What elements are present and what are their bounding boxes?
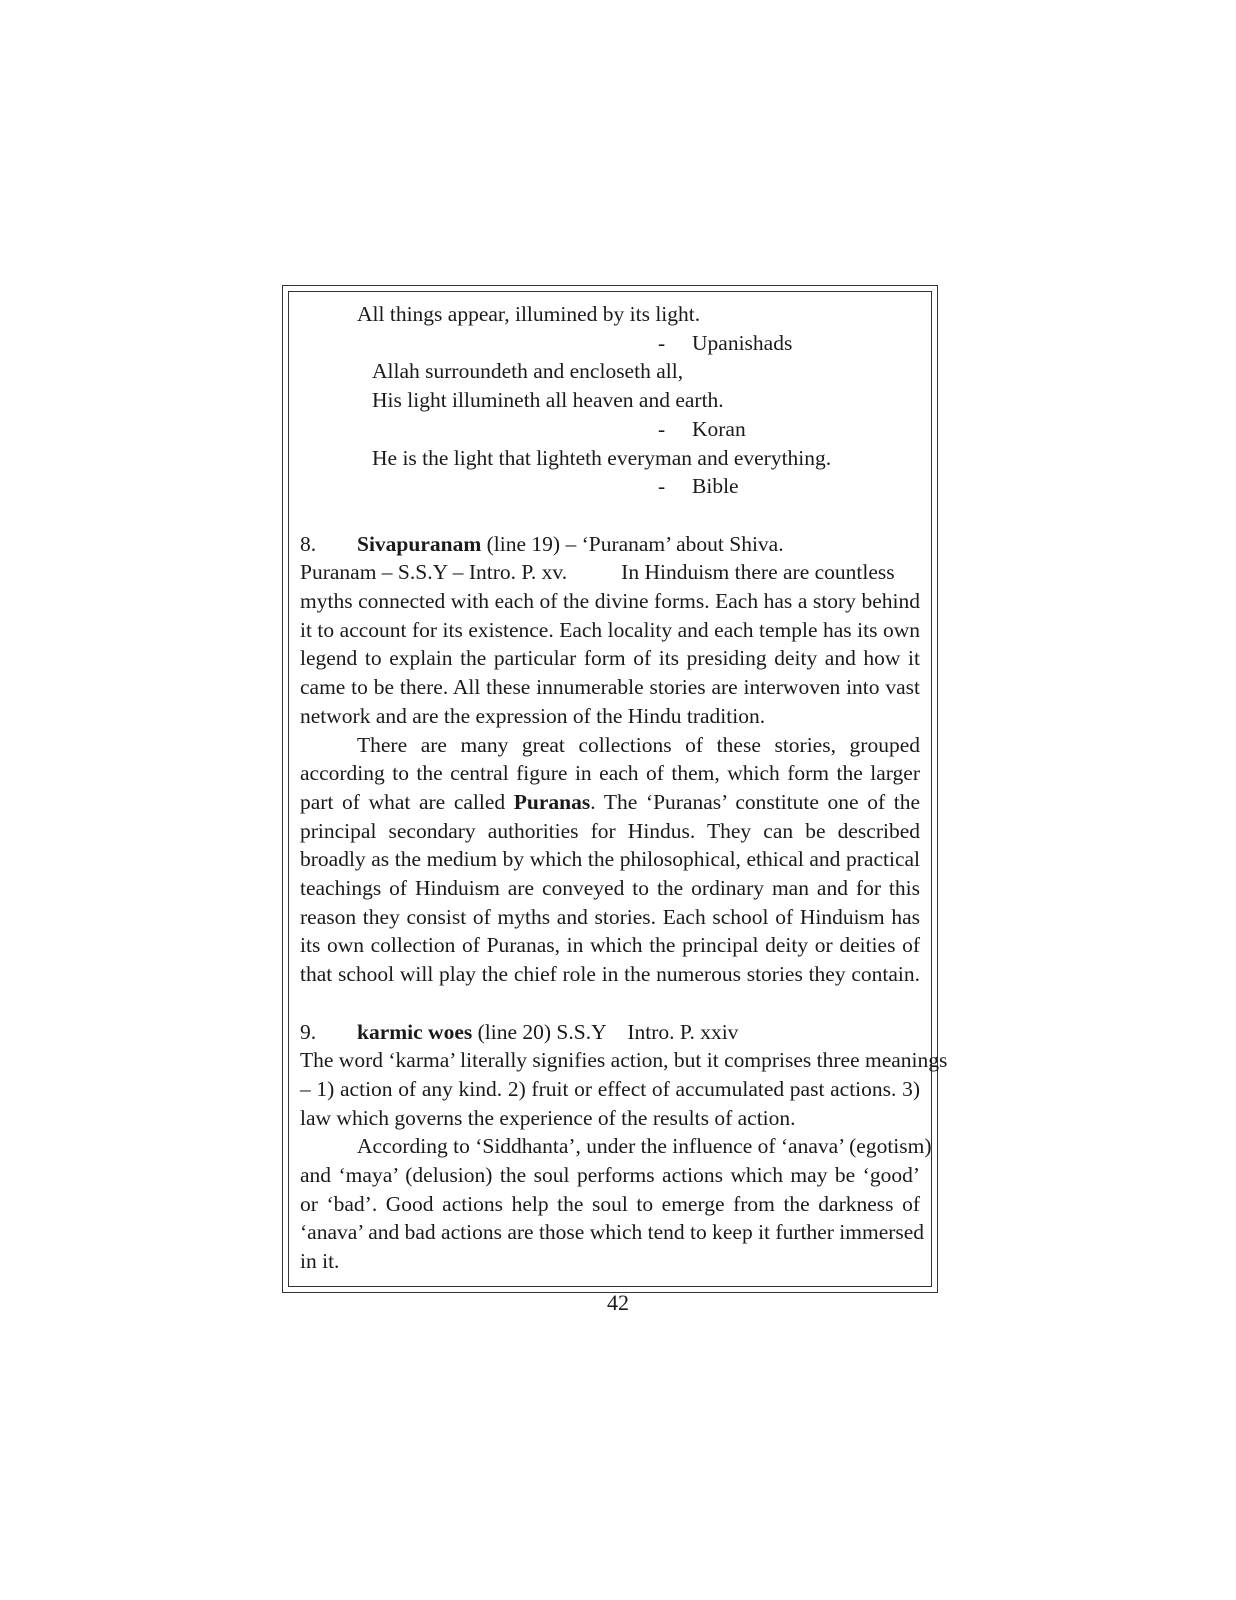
source-name: Bible <box>692 474 739 499</box>
body-line: law which governs the experience of the results of action. <box>300 1105 796 1130</box>
body-line: The word ‘karma’ literally signifies action, but it comprises three meanings <box>300 1048 948 1073</box>
body-text: In Hinduism there are countless <box>621 560 895 585</box>
body-line: that school will play the chief role in the numerous stories they contain. <box>300 962 920 987</box>
body-line: and ‘maya’ (delusion) the soul performs actions which may be ‘good’ <box>300 1163 920 1188</box>
quote-line: All things appear, illumined by its light. <box>357 302 701 326</box>
note-heading <box>300 1018 920 1047</box>
note-term: karmic woes <box>357 1019 473 1044</box>
body-line: principal secondary authorities for Hindus. They can be described <box>300 818 920 843</box>
source-name: Koran <box>692 416 746 441</box>
source-name: Upanishads <box>692 330 793 355</box>
quote-source <box>300 415 920 444</box>
source-dash: - <box>658 416 666 441</box>
body-line: it to account for its existence. Each locality and each temple has its own <box>300 617 920 642</box>
spacer <box>300 501 920 530</box>
body-line: according to the central figure in each of them, which form the larger <box>300 761 920 786</box>
body-line: myths connected with each of the divine forms. Each has a story behind <box>300 589 920 614</box>
body-line <box>300 788 920 817</box>
body-line: legend to explain the particular form of its presiding deity and how it <box>300 646 920 671</box>
body-line: or ‘bad’. Good actions help the soul to emerge from the darkness of <box>300 1191 920 1216</box>
quote-line: He is the light that lighteth everyman and everything. <box>372 445 832 470</box>
note-number: 9. <box>300 1019 317 1044</box>
page-number: 42 <box>607 1290 629 1315</box>
note-reference-line <box>300 558 920 587</box>
body-line: reason they consist of myths and stories. Each school of Hinduism has <box>300 904 920 929</box>
note-reference: Puranam – S.S.Y – Intro. P. xv. <box>300 560 568 585</box>
body-line: came to be there. All these innumerable stories are interwoven into vast <box>300 675 920 700</box>
quote-line: Allah surroundeth and encloseth all, <box>372 359 684 384</box>
body-line: teachings of Hinduism are conveyed to the ordinary man and for this <box>300 876 920 901</box>
body-text: . The ‘Puranas’ constitute one of the <box>590 789 920 814</box>
source-dash: - <box>658 330 666 355</box>
page-content <box>300 300 948 1276</box>
note-term: Sivapuranam <box>357 531 482 556</box>
note-heading <box>300 530 920 559</box>
body-line: broadly as the medium by which the philosophical, ethical and practical <box>300 847 920 872</box>
body-line: There are many great collections of these stories, grouped <box>357 732 920 757</box>
body-line: network and are the expression of the Hindu tradition. <box>300 703 766 728</box>
note-number: 8. <box>300 531 317 556</box>
quote-source <box>300 472 920 501</box>
quote-source <box>300 329 920 358</box>
body-line: According to ‘Siddhanta’, under the influence of ‘anava’ (egotism) <box>357 1134 932 1159</box>
quote-line: His light illumineth all heaven and earth. <box>372 388 724 413</box>
body-line: – 1) action of any kind. 2) fruit or effect of accumulated past actions. 3) <box>300 1076 920 1101</box>
body-line: its own collection of Puranas, in which the principal deity or deities of <box>300 933 920 958</box>
body-line: ‘anava’ and bad actions are those which tend to keep it further immersed <box>300 1220 925 1245</box>
note-heading-rest: (line 20) S.S.Y Intro. P. xxiv <box>472 1019 739 1044</box>
note-heading-rest: (line 19) – ‘Puranam’ about Shiva. <box>481 531 784 556</box>
body-text: part of what are called <box>300 789 514 814</box>
bold-term: Puranas <box>513 789 591 814</box>
source-dash: - <box>658 474 666 499</box>
spacer <box>300 989 920 1018</box>
body-line: in it. <box>300 1249 340 1274</box>
